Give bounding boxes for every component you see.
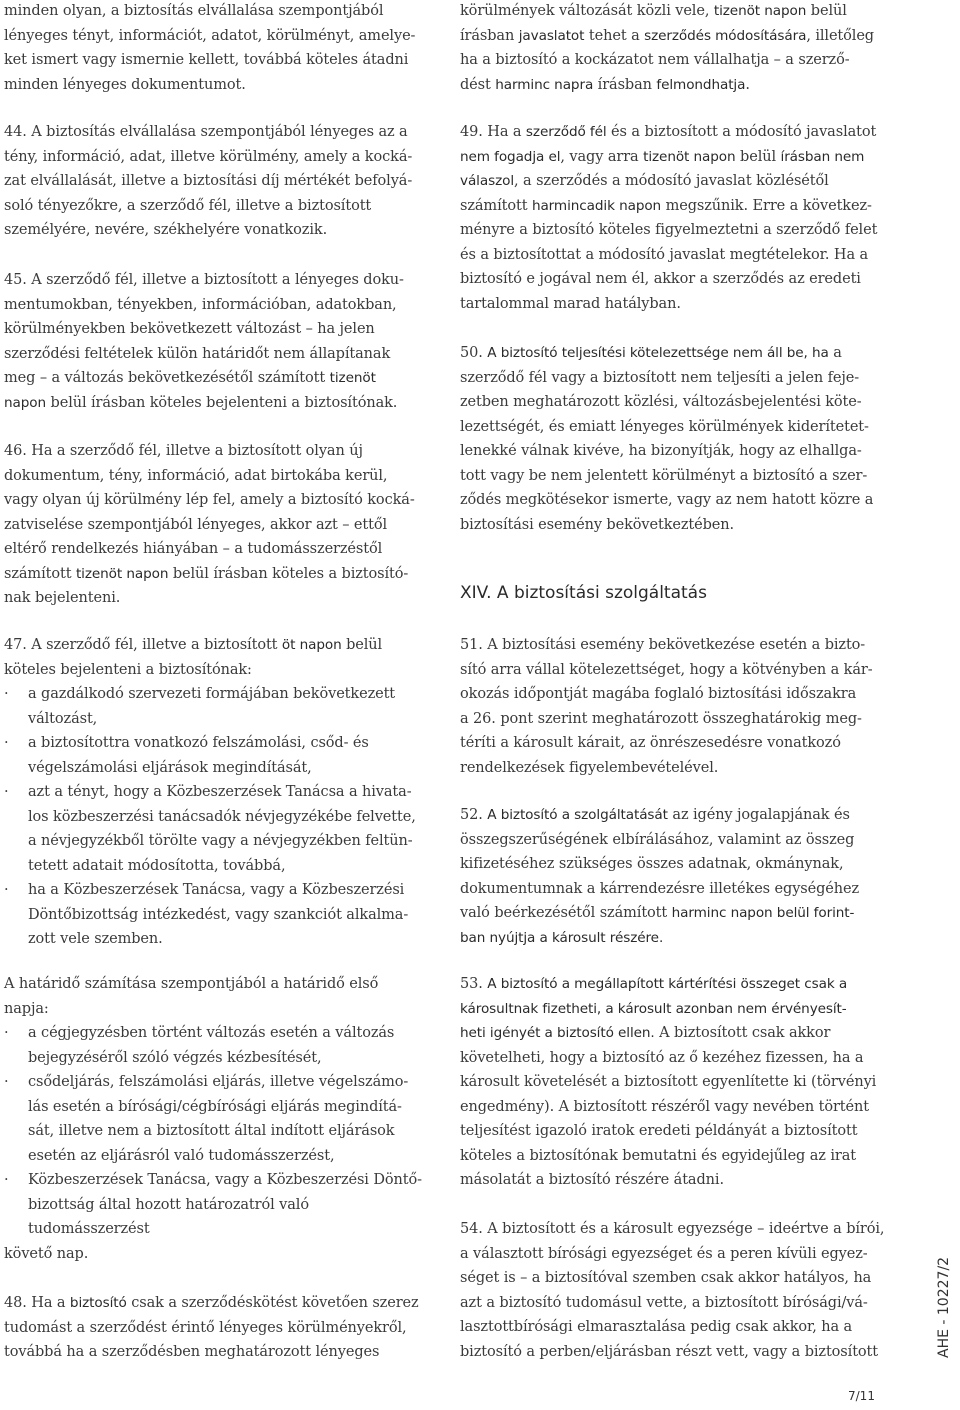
text-line: írásban javaslatot tehet a szerződés módosítására, illetőleg <box>460 27 874 44</box>
text-line: okozás időpontját magába foglaló biztosítási időszakra <box>460 686 857 702</box>
text-line: továbbá ha a szerződésben meghatározott lényeges <box>4 1344 380 1360</box>
continuation-paragraph <box>460 0 890 97</box>
text-line: 49. Ha a szerződő fél és a biztosított a módosító javaslatot <box>460 124 877 140</box>
text-line: zat elvállalását, illetve a biztosítási díj mértékét befolyá- <box>4 173 413 189</box>
text-line: számított tizenöt napon belül írásban köteles a biztosító- <box>4 565 409 582</box>
paragraph-50 <box>460 341 890 537</box>
highlight: öt napon <box>281 637 342 653</box>
text-line: 46. Ha a szerződő fél, illetve a biztosított olyan új <box>4 443 363 459</box>
text-line: másolatát a biztosító részére átadni. <box>460 1172 724 1188</box>
text-line: szerződési feltételek külön határidőt nem állapítanak <box>4 345 391 362</box>
text-line: vagy olyan új körülmény lép fel, amely a biztosító kocká- <box>4 492 415 508</box>
text-line: A határidő számítása szempontjából a határidő első <box>4 976 379 992</box>
page-number: 7/11 <box>848 1389 875 1403</box>
text-line: körülményekben bekövetkezett változást – ha jelen <box>4 321 375 337</box>
highlight: biztosító <box>69 1295 127 1311</box>
text-line: napon belül írásban köteles bejelenteni a biztosítónak. <box>4 394 398 411</box>
text-line: teljesítést igazoló iratok eredeti példányát a biztosított <box>460 1123 858 1139</box>
highlight: felmondhatja <box>656 76 746 93</box>
highlight: tizenöt napon <box>713 3 807 19</box>
text-line: lenekké válnak kivéve, ha bizonyítják, hogy az elhallga- <box>460 443 862 459</box>
text-line: tudomásszerzést <box>28 1221 150 1237</box>
text-line: ződés megkötésekor ismerte, vagy az nem hatott közre a <box>460 492 874 508</box>
text-line: dést harminc napra írásban felmondhatja. <box>460 76 750 93</box>
document-code: AHE - 10227/2 <box>936 1256 952 1358</box>
text-line: 48. Ha a biztosító csak a szerződéskötést követően szerez <box>4 1295 419 1311</box>
text-line: károsult követelését a biztosított egyenlítette ki (törvényi <box>460 1074 877 1090</box>
text-line: 45. A szerződő fél, illetve a biztosított a lényeges doku- <box>4 272 404 288</box>
text-line: heti igényét a biztosító ellen. A biztosított csak akkor <box>460 1025 831 1041</box>
text-line <box>460 997 890 1022</box>
highlight: szerződő fél <box>525 124 607 140</box>
highlight: A biztosító a megállapított kártérítési összeget csak a <box>487 976 848 992</box>
text-line: los közbeszerzési tanácsadók névjegyzékébe felvette, <box>28 808 416 825</box>
text-line: sát, illetve nem a biztosított által indított eljárások <box>28 1123 395 1139</box>
text-line: minden lényeges dokumentumot. <box>4 76 246 93</box>
text-line: tartalommal marad hatályban. <box>460 295 681 312</box>
text-line: tény, információ, adat, illetve körülmény, amely a kocká- <box>4 148 413 165</box>
text-line: dokumentumnak a kárrendezésre illetékes egységéhez <box>460 880 860 897</box>
text-line: a névjegyzékből törölte vagy a névjegyzékben feltün- <box>28 833 413 849</box>
paragraph-44 <box>4 120 434 243</box>
text-line: minden olyan, a biztosítás elvállalása szempontjából <box>4 3 384 19</box>
text-line: nak bejelenteni. <box>4 590 121 606</box>
text-line: eltérő rendelkezés hiányában – a tudomásszerzéstől <box>4 541 383 557</box>
paragraph-51 <box>460 633 890 780</box>
text-line: ményre a biztosító köteles figyelmeztetni a szerződő felet <box>460 222 878 238</box>
text-line: 50. A biztosító teljesítési kötelezettsége nem áll be, ha a <box>460 345 842 361</box>
text-line: Döntőbizottság intézkedést, vagy szankciót alkalma- <box>28 906 409 923</box>
text-line: a 26. pont szerint meghatározott összeghatárokig meg- <box>460 710 862 727</box>
text-line: séget is – a biztosítóval szemben csak akkor hatályos, ha <box>460 1270 872 1286</box>
highlight: heti igényét a biztosító ellen. <box>460 1025 655 1041</box>
text-line: biztosító a perben/eljárásban részt vett, vagy a biztosított <box>460 1343 878 1360</box>
list-item: · ha a Közbeszerzések Tanácsa, vagy a Közbeszerzési <box>4 878 434 903</box>
text-line: 52. A biztosító a szolgáltatását az igény jogalapjának és <box>460 807 850 823</box>
text-line <box>460 926 890 951</box>
text-line: bejegyzéséről szóló végzés kézbesítését, <box>28 1049 322 1066</box>
highlight: károsultnak fizetheti, a károsult azonban nem érvényesít- <box>460 1000 847 1017</box>
paragraph-52 <box>460 803 890 950</box>
text-line: összegszerűségének elbírálásához, valamint az összeg <box>460 831 855 848</box>
text-line: körülmények változását közli vele, tizenöt napon belül <box>460 3 847 19</box>
text-line: meg – a változás bekövetkezésétől számított tizenöt <box>4 370 376 386</box>
text-line: köteles bejelenteni a biztosítónak: <box>4 661 252 678</box>
text-line: 47. A szerződő fél, illetve a biztosított öt napon belül <box>4 637 383 653</box>
text-line: napja: <box>4 1000 49 1017</box>
text-line: követő nap. <box>4 1245 89 1262</box>
text-line: ket ismert vagy ismernie kellett, továbbá köteles átadni <box>4 52 409 68</box>
text-line: és a biztosítottat a módosító javaslat megtételekor. Ha a <box>460 246 869 263</box>
text-line: biztosítási esemény bekövetkeztében. <box>460 516 735 533</box>
text-line: tott vagy be nem jelentett körülményt a biztosító a szer- <box>460 467 868 484</box>
highlight: harminc napra <box>495 76 594 93</box>
text-line: tudomást a szerződést érintő lényeges körülményekről, <box>4 1319 407 1336</box>
text-line: zetben meghatározott közlési, változásbejelentési köte- <box>460 394 862 410</box>
text-line: engedmény). A biztosított részéről vagy nevében történt <box>460 1098 869 1115</box>
list-item: · azt a tényt, hogy a Közbeszerzések Tanácsa a hivata- <box>4 780 434 805</box>
text-line: bizottság által hozott határozatról való <box>28 1196 309 1213</box>
highlight: tizenöt <box>329 370 376 386</box>
text-line: szerződő fél vagy a biztosított nem teljesíti a jelen feje- <box>460 369 860 386</box>
text-line: kifizetéséhez szükséges összes adatnak, okmánynak, <box>460 856 844 872</box>
paragraph-46 <box>4 439 434 611</box>
text-line: mentumokban, tényekben, információban, adatokban, <box>4 296 397 313</box>
text-line: végelszámolási eljárások megindítását, <box>28 759 312 776</box>
highlight: nem fogadja el <box>460 148 561 165</box>
text-line: lezettségét, és emiatt lényeges körülmények kiderítetet- <box>460 418 869 435</box>
deadline-paragraph <box>4 972 434 1266</box>
highlight: harminc napon belül forint- <box>671 905 855 921</box>
paragraph-54 <box>460 1217 890 1364</box>
text-line: való beérkezésétől számított harminc napon belül forint- <box>460 905 855 921</box>
paragraph-48 <box>4 1291 434 1365</box>
paragraph-49 <box>460 120 890 316</box>
highlight: harmincadik napon <box>531 197 662 214</box>
text-line: zatviselése szempontjából lényeges, akkor azt – ettől <box>4 516 388 533</box>
side-document-code <box>928 1240 960 1360</box>
text-line: számított harmincadik napon megszűnik. Erre a következ- <box>460 197 872 214</box>
highlight: tizenöt napon <box>75 565 169 582</box>
text-line: 51. A biztosítási esemény bekövetkezése esetén a bizto- <box>460 637 866 653</box>
highlight: napon <box>4 394 47 411</box>
text-line: követelheti, hogy a biztosító az ő kezéhez fizessen, ha a <box>460 1049 864 1066</box>
paragraph-53 <box>460 972 890 1193</box>
text-line: sító arra vállal kötelezettséget, hogy a kötvényben a kár- <box>460 661 873 678</box>
intro-paragraph <box>4 0 434 97</box>
text-line: esetén az eljárásról való tudomásszerzést, <box>28 1147 335 1164</box>
text-line: zott vele szemben. <box>28 931 163 947</box>
text-line: téríti a károsult kárait, az önrészesedésre vonatkozó <box>460 735 841 751</box>
list-item: · a biztosítottra vonatkozó felszámolási, csőd- és <box>4 731 434 756</box>
text-line: lás esetén a bírósági/cégbírósági eljárás megindítá- <box>28 1098 402 1115</box>
highlight: ban nyújtja a károsult részére. <box>460 929 664 946</box>
highlight: A biztosító teljesítési kötelezettsége nem áll be, ha <box>487 345 829 361</box>
highlight: A biztosító a szolgáltatását <box>487 807 668 823</box>
text-line: azt a biztosító tudomásul vette, a biztosított bírósági/vá- <box>460 1294 868 1311</box>
text-line: nem fogadja el, vagy arra tizenöt napon belül írásban nem <box>460 148 865 165</box>
list-item: · a cégjegyzésben történt változás esetén a változás <box>4 1021 434 1046</box>
list-item: · csődeljárás, felszámolási eljárás, illetve végelszámo- <box>4 1070 434 1095</box>
text-line: 53. A biztosító a megállapított kártérítési összeget csak a <box>460 976 848 992</box>
highlight: szerződés módosítására <box>644 27 807 44</box>
text-line: 54. A biztosított és a károsult egyezsége – ideértve a bírói, <box>460 1221 885 1237</box>
text-line: személyére, nevére, székhelyére vonatkozik. <box>4 222 328 238</box>
text-line: a választott bírósági egyezséget és a peren kívüli egyez- <box>460 1245 868 1262</box>
paragraph-47 <box>4 633 434 952</box>
text-line: ha a biztosító a kockázatot nem vállalhatja – a szerző- <box>460 52 850 68</box>
text-line: változást, <box>28 710 98 727</box>
text-line: 44. A biztosítás elvállalása szempontjából lényeges az a <box>4 124 408 140</box>
text-line: biztosító e jogával nem él, akkor a szerződés az eredeti <box>460 271 861 287</box>
highlight: javaslatot <box>518 27 585 44</box>
list-item: · a gazdálkodó szervezeti formájában bekövetkezett <box>4 682 434 707</box>
text-line: válaszol, a szerződés a módosító javaslat közlésétől <box>460 173 829 189</box>
text-line: tetett adatait módosította, továbbá, <box>28 857 286 874</box>
highlight: írásban nem <box>780 148 865 165</box>
text-line: köteles a biztosítónak bemutatni és egyidejűleg az irat <box>460 1147 856 1164</box>
list-item: · Közbeszerzések Tanácsa, vagy a Közbeszerzési Döntő- <box>4 1168 434 1193</box>
highlight: tizenöt napon <box>643 148 736 165</box>
highlight: válaszol <box>460 173 514 189</box>
section-heading: XIV. A biztosítási szolgáltatás <box>460 583 707 603</box>
text-line: dokumentum, tény, információ, adat birtokába kerül, <box>4 467 388 484</box>
text-line: lényeges tényt, információt, adatot, körülményt, amelye- <box>4 27 416 44</box>
paragraph-45 <box>4 268 434 415</box>
text-line: rendelkezések figyelembevételével. <box>460 759 719 776</box>
text-line: soló tényezőkre, a szerződő fél, illetve a biztosított <box>4 197 372 214</box>
text-line: lasztottbírósági elmarasztalása pedig csak akkor, ha a <box>460 1319 853 1335</box>
